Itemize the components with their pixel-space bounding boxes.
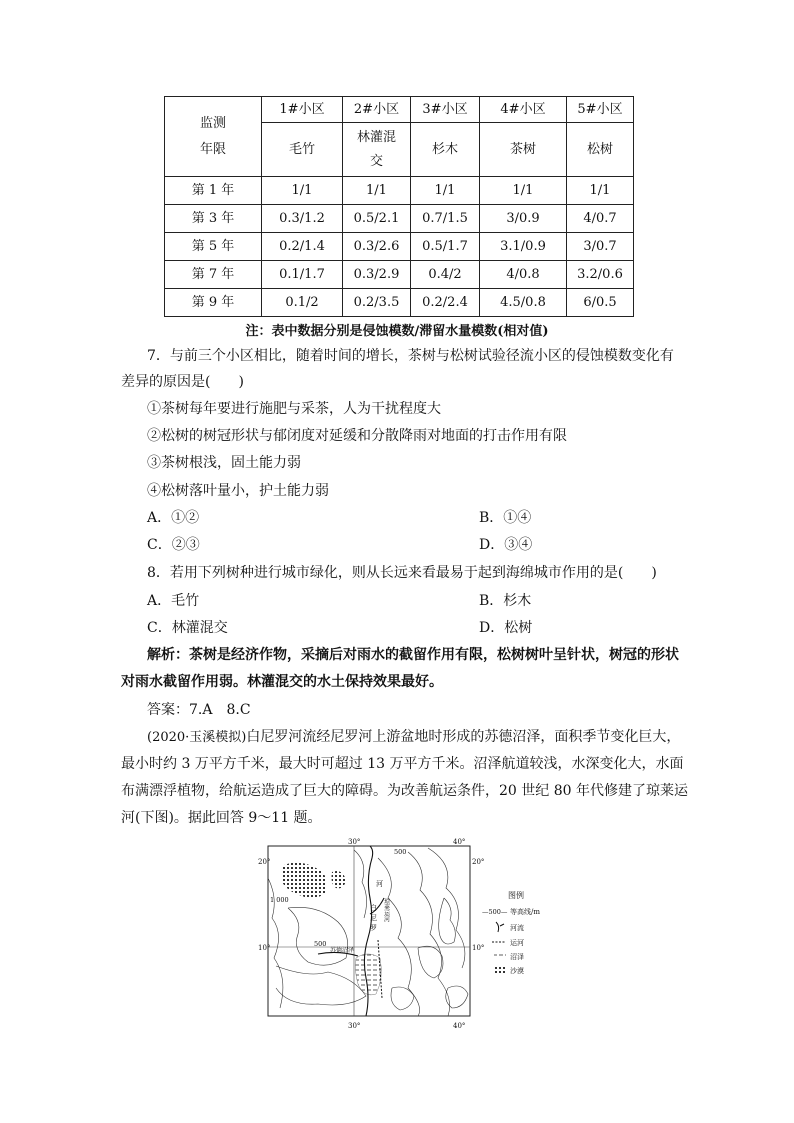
tree-header: 松树 xyxy=(567,123,634,177)
corner-bottom: 年限 xyxy=(199,141,226,157)
legend-symbol-desert xyxy=(494,966,506,973)
desert-area xyxy=(332,871,347,888)
passage-line4: 河(下图)。据此回答 9～11 题。 xyxy=(121,810,322,826)
year-cell: 第 7 年 xyxy=(165,261,262,289)
tree-header: 茶树 xyxy=(480,123,567,177)
analysis-line1: 解析：茶树是经济作物，采摘后对雨水的截留作用有限，松树树叶呈针状，树冠的形状 xyxy=(147,647,679,663)
year-cell: 第 1 年 xyxy=(165,177,262,205)
q7-option-a[interactable]: A．①② xyxy=(147,510,200,526)
corner-header xyxy=(165,97,262,177)
passage-line2: 最小时约 3 万平方千米，最大时可超过 13 万平方千米。沼泽航道较浅，水深变化大，水面 xyxy=(121,756,684,772)
monitoring-table xyxy=(164,96,634,317)
river-char: 尼 xyxy=(370,914,377,922)
value-cell: 0.5/2.1 xyxy=(343,205,411,233)
legend-label: 沙漠 xyxy=(510,967,524,975)
passage-line3: 布满漂浮植物，给航运造成了巨大的障碍。为改善航运条件，20 世纪 80 年代修建了琼莱运 xyxy=(121,783,688,799)
answer-line: 答案：7.A 8.C xyxy=(147,702,251,718)
table-row xyxy=(165,289,634,317)
plot-header: 4#小区 xyxy=(480,97,567,123)
table-row xyxy=(165,177,634,205)
year-cell: 第 3 年 xyxy=(165,205,262,233)
value-cell: 0.2/3.5 xyxy=(343,289,411,317)
river-char: 河 xyxy=(376,880,383,888)
lon-label-bottom-right: 40° xyxy=(453,1022,466,1030)
q8-option-b[interactable]: B．杉木 xyxy=(479,593,532,609)
corner-top: 监测 xyxy=(199,115,226,131)
value-cell: 0.3/2.9 xyxy=(343,261,411,289)
value-cell: 0.3/2.6 xyxy=(343,233,411,261)
lat-label-left: 20° xyxy=(258,858,271,866)
marsh-label: 苏德沼泽 xyxy=(330,947,355,954)
lon-label-top: 30° xyxy=(348,838,361,846)
canal-label: 琼莱运河 xyxy=(382,898,390,922)
value-cell: 0.2/1.4 xyxy=(262,233,343,261)
value-cell: 3.2/0.6 xyxy=(567,261,634,289)
year-cell: 第 5 年 xyxy=(165,233,262,261)
analysis-line2: 对雨水截留作用弱。林灌混交的水土保持效果最好。 xyxy=(121,674,443,690)
marsh-area xyxy=(355,954,381,995)
river-char: 白 xyxy=(370,904,377,912)
value-cell: 6/0.5 xyxy=(567,289,634,317)
tree-header: 杉木 xyxy=(411,123,480,177)
plot-header: 1#小区 xyxy=(262,97,343,123)
q7-option-d[interactable]: D．③④ xyxy=(479,537,533,553)
plot-header: 3#小区 xyxy=(411,97,480,123)
value-cell: 4.5/0.8 xyxy=(480,289,567,317)
value-cell: 4/0.7 xyxy=(567,205,634,233)
value-cell: 0.1/2 xyxy=(262,289,343,317)
sudd-map xyxy=(258,838,558,1030)
value-cell: 1/1 xyxy=(262,177,343,205)
lat-label-right: 20° xyxy=(472,858,485,866)
tree-header xyxy=(343,123,411,177)
value-cell: 1/1 xyxy=(480,177,567,205)
passage-line1-rest: 白尼罗河流经尼罗河上游盆地时形成的苏德沼泽，面积季节变化巨大， xyxy=(246,729,681,745)
q7-statement: ④松树落叶量小，护土能力弱 xyxy=(147,483,329,499)
table-note: 注：表中数据分别是侵蚀模数/滞留水量模数(相对值) xyxy=(245,324,549,339)
passage-line1 xyxy=(147,727,680,748)
value-cell: 0.3/1.2 xyxy=(262,205,343,233)
q8-option-d[interactable]: D．松树 xyxy=(479,620,533,636)
desert-area xyxy=(282,862,327,898)
lon-label-bottom: 30° xyxy=(348,1022,361,1030)
table-row xyxy=(165,233,634,261)
value-cell: 0.1/1.7 xyxy=(262,261,343,289)
q7-statement: ②松树的树冠形状与郁闭度对延缓和分散降雨对地面的打击作用有限 xyxy=(147,428,567,444)
legend-label: 沼泽 xyxy=(510,953,524,961)
legend-label: 运河 xyxy=(510,939,524,947)
value-cell: 1/1 xyxy=(411,177,480,205)
q7-stem-line1: 7．与前三个小区相比，随着时间的增长，茶树与松树试验径流小区的侵蚀模数变化有 xyxy=(147,348,674,364)
contour-label: 500 xyxy=(394,848,407,856)
plot-header: 5#小区 xyxy=(567,97,634,123)
q8-option-a[interactable]: A．毛竹 xyxy=(147,593,200,609)
value-cell: 3/0.9 xyxy=(480,205,567,233)
tree-header-text: 林灌混交 xyxy=(356,129,396,169)
plot-header: 2#小区 xyxy=(343,97,411,123)
lat-label-left-10: 10° xyxy=(258,944,271,952)
q8-stem: 8．若用下列树种进行城市绿化，则从长远来看最易于起到海绵城市作用的是( ) xyxy=(147,565,657,581)
legend-symbol-river xyxy=(496,922,499,932)
tree-header: 毛竹 xyxy=(262,123,343,177)
q7-statement: ③茶树根浅，固土能力弱 xyxy=(147,455,301,471)
lon-label-top-right: 40° xyxy=(453,838,466,846)
legend-label: 等高线/m xyxy=(510,908,540,916)
legend-symbol-river-branch xyxy=(500,924,504,926)
value-cell: 3/0.7 xyxy=(567,233,634,261)
q7-option-b[interactable]: B．①④ xyxy=(479,510,532,526)
table-row xyxy=(165,205,634,233)
contour-label: 500 xyxy=(314,940,327,948)
q7-statement: ①茶树每年要进行施肥与采茶，人为干扰程度大 xyxy=(147,401,441,417)
value-cell: 3.1/0.9 xyxy=(480,233,567,261)
value-cell: 0.7/1.5 xyxy=(411,205,480,233)
value-cell: 0.2/2.4 xyxy=(411,289,480,317)
value-cell: 4/0.8 xyxy=(480,261,567,289)
river-char: 罗 xyxy=(370,924,377,932)
contour-label: 1 000 xyxy=(270,896,289,904)
legend-label: 河流 xyxy=(510,924,524,932)
table-row xyxy=(165,261,634,289)
q7-option-c[interactable]: C．②③ xyxy=(147,537,200,553)
legend-symbol-marsh xyxy=(494,952,506,959)
value-cell: 1/1 xyxy=(567,177,634,205)
passage-source: (2020·玉溪模拟) xyxy=(147,730,247,745)
year-cell: 第 9 年 xyxy=(165,289,262,317)
q7-stem-line2: 差异的原因是( ) xyxy=(121,374,244,390)
value-cell: 1/1 xyxy=(343,177,411,205)
legend-symbol-contour: —500— xyxy=(482,908,508,916)
map-legend xyxy=(482,890,540,975)
legend-title: 图例 xyxy=(508,891,524,900)
value-cell: 0.5/1.7 xyxy=(411,233,480,261)
q8-option-c[interactable]: C．林灌混交 xyxy=(147,620,228,636)
lat-label-right-10: 10° xyxy=(472,944,485,952)
value-cell: 0.4/2 xyxy=(411,261,480,289)
